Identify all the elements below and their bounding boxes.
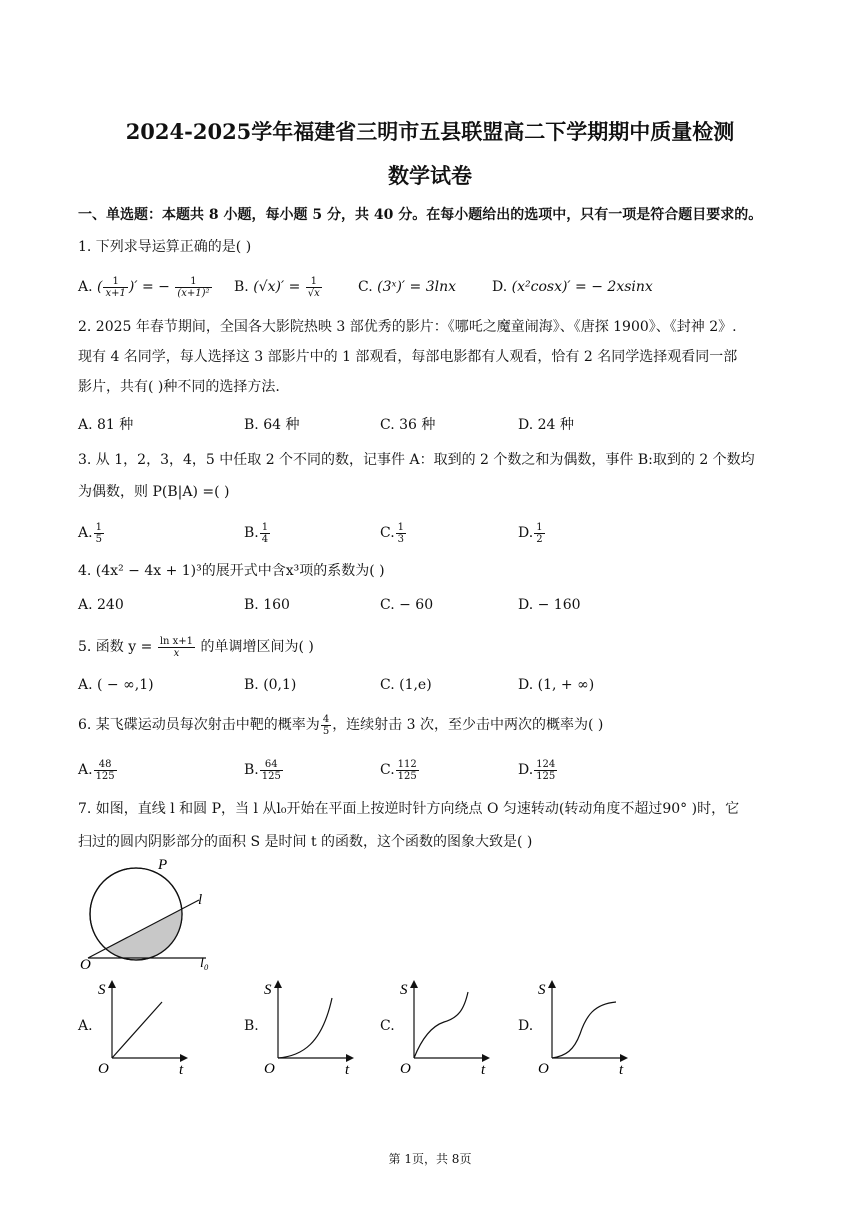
question-5-options (78, 670, 784, 700)
q1-option-b: B. (√x)′ = $\frac{1}{√x}$ (234, 275, 320, 299)
graph-d-t-label: t (619, 1062, 624, 1076)
label-o: O (80, 957, 91, 970)
label-l0: l₀ (200, 956, 209, 970)
q3-option-a: A. $\frac{1}{5}$ (78, 521, 102, 545)
q7-graph-a (96, 978, 192, 1076)
graph-c-o-label: O (400, 1061, 411, 1076)
label-p: P (158, 857, 168, 873)
question-4-stem: 4. (4x² − 4x + 1)³的展开式中含x³项的系数为( ) (78, 563, 385, 579)
graph-c-curve (414, 992, 468, 1058)
graph-b-t-label: t (345, 1062, 350, 1076)
page-title: 2024-2025学年福建省三明市五县联盟高二下学期期中质量检测 (125, 119, 735, 144)
q7-option-b-label: B. (244, 1018, 259, 1034)
graph-b-o-label: O (264, 1061, 275, 1076)
q7-option-c-label: C. (380, 1018, 395, 1034)
q5-option-b: B. (0,1) (244, 677, 297, 693)
graph-d-s-label: S (538, 982, 546, 998)
question-2-line-3: 影片，共有( )种不同的选择方法. (78, 379, 280, 395)
question-7-line-1: 7. 如图，直线 l 和圆 P，当 l 从l₀开始在平面上按逆时针方向绕点 O 匀速转动(转动角度不超过90° )时，它 (78, 801, 740, 817)
q1-option-a: A. ( $\frac{1}{x+1}$ )′ = − $\frac{1}{\text{(x+1)²}}$ (78, 275, 210, 299)
q6-option-b: B. $\frac{64}{125}$ (244, 758, 281, 782)
q2-option-c: C. 36 种 (380, 417, 436, 433)
q4-option-a: A. 240 (78, 597, 124, 613)
q7-graph-c (398, 978, 494, 1076)
q3-option-d: D. $\frac{1}{2}$ (518, 521, 543, 545)
q2-option-a: A. 81 种 (78, 417, 134, 433)
q5-option-c: C. (1,e) (380, 677, 432, 693)
q6-option-a: A. $\frac{48}{125}$ (78, 758, 115, 782)
q7-option-a-label: A. (78, 1018, 93, 1034)
label-l: l (198, 892, 203, 908)
q2-option-d: D. 24 种 (518, 417, 574, 433)
q6-option-c: C. $\frac{112}{125}$ (380, 758, 417, 782)
graph-a-o-label: O (98, 1061, 109, 1076)
question-3-options (78, 518, 784, 548)
page-subtitle: 数学试卷 (388, 163, 472, 188)
q4-option-d: D. − 160 (518, 597, 581, 613)
question-3-line-1: 3. 从 1，2，3，4，5 中任取 2 个不同的数，记事件 A：取到的 2 个数之和为偶数，事件 B:取到的 2 个数均 (78, 452, 755, 468)
q7-option-d-label: D. (518, 1018, 534, 1034)
section-heading: 一、单选题：本题共 8 小题，每小题 5 分，共 40 分。在每小题给出的选项中，只有一项是符合题目要求的。 (78, 207, 763, 223)
question-6-options (78, 755, 784, 785)
question-2-options (78, 410, 784, 440)
graph-a-s-label: S (98, 982, 106, 998)
question-3-line-2: 为偶数，则 P(B|A) =( ) (78, 484, 230, 500)
question-7-line-2: 扫过的圆内阴影部分的面积 S 是时间 t 的函数，这个函数的图象大致是( ) (78, 834, 533, 850)
q3-option-b: B. $\frac{1}{4}$ (244, 521, 269, 545)
q7-graph-d (536, 978, 632, 1076)
graph-d-curve (552, 1002, 616, 1058)
question-6-stem: 6. 某飞碟运动员每次射击中靶的概率为 $\frac{4}{5}$ ，连续射击 3 次，至少击中两次的概率为( ) (78, 713, 604, 737)
question-1-stem: 1. 下列求导运算正确的是( ) (78, 239, 252, 255)
graph-c-s-label: S (400, 982, 408, 998)
q1-option-d: D. (x²cosx)′ = − 2xsinx (492, 279, 653, 295)
question-1-options (78, 272, 784, 302)
question-5-stem: 5. 函数 y = $\frac{\text{ln x+1}}{x}$ 的单调增区间为( ) (78, 635, 314, 659)
graph-a-t-label: t (179, 1062, 184, 1076)
question-2-line-1: 2. 2025 年春节期间，全国各大影院热映 3 部优秀的影片：《哪吒之魔童闹海》、《唐探 1900》、《封神 2》. (78, 319, 737, 335)
q3-option-c: C. $\frac{1}{3}$ (380, 521, 405, 545)
page-footer: 第 1页，共 8页 (388, 1152, 472, 1166)
q6-option-d: D. $\frac{124}{125}$ (518, 758, 556, 782)
question-4-options (78, 590, 784, 620)
q4-option-c: C. − 60 (380, 597, 434, 613)
circle-rotation-figure (76, 855, 226, 970)
q1-option-c: C. (3ˣ)′ = 3lnx (358, 279, 457, 295)
q4-option-b: B. 160 (244, 597, 290, 613)
q5-option-d: D. (1, + ∞) (518, 677, 595, 693)
question-2-line-2: 现有 4 名同学，每人选择这 3 部影片中的 1 部观看，每部电影都有人观看，恰有 2 名同学选择观看同一部 (78, 349, 738, 365)
q2-option-b: B. 64 种 (244, 417, 300, 433)
graph-a-curve (112, 1002, 162, 1058)
graph-b-s-label: S (264, 982, 272, 998)
q7-graph-b (262, 978, 358, 1076)
graph-d-o-label: O (538, 1061, 549, 1076)
graph-b-curve (278, 998, 332, 1058)
q5-option-a: A. ( − ∞,1) (78, 677, 154, 693)
graph-c-t-label: t (481, 1062, 486, 1076)
